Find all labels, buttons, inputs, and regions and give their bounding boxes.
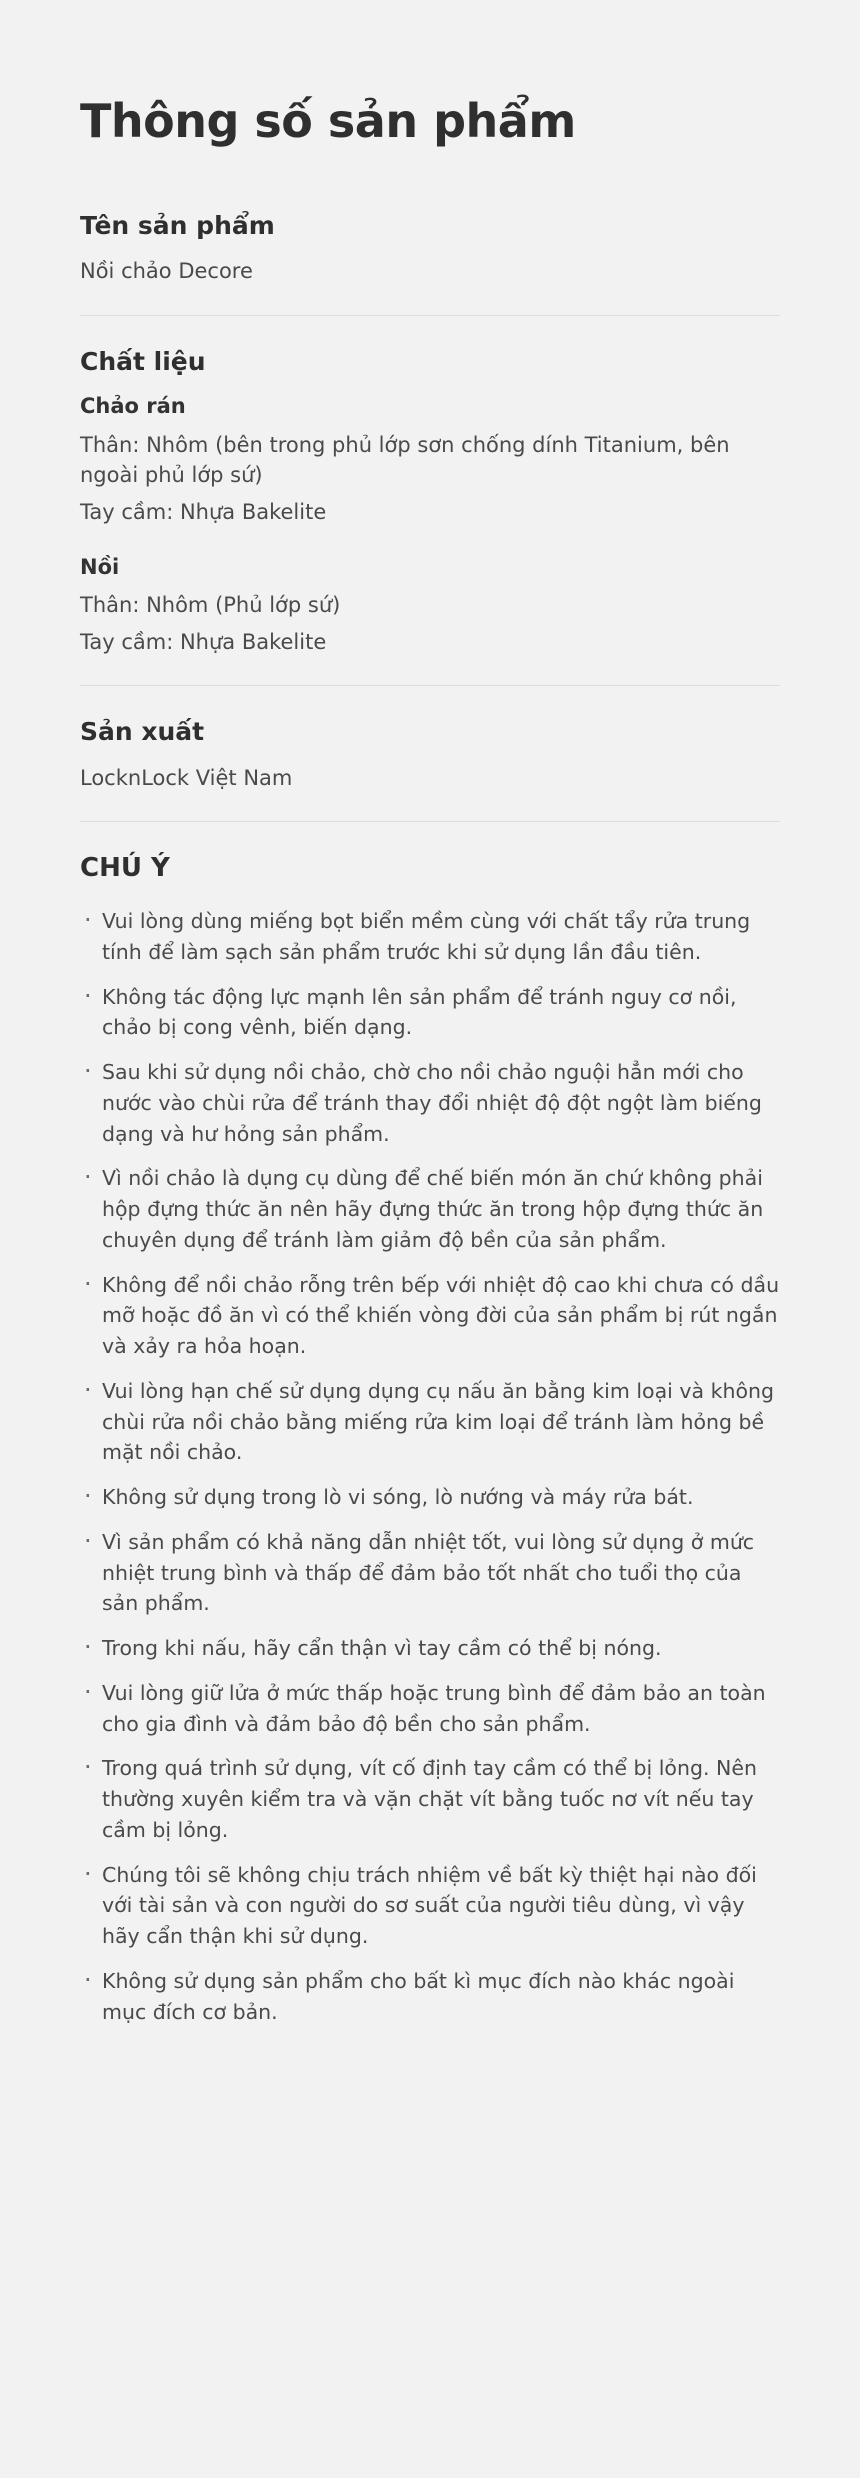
product-name-value: Nồi chảo Decore [80, 259, 253, 284]
list-item: · Vì sản phẩm có khả năng dẫn nhiệt tốt, vui lòng sử dụng ở mức nhiệt trung bình và thấp để đảm bảo tốt nhất cho tuổi thọ của sản phẩm. [80, 1527, 780, 1619]
material-group-pot [80, 553, 780, 657]
list-item: · Trong quá trình sử dụng, vít cố định tay cầm có thể bị lỏng. Nên thường xuyên kiểm tra và vặn chặt vít bằng tuốc nơ vít nếu tay cầm bị lỏng. [80, 1753, 780, 1845]
list-item: · Chúng tôi sẽ không chịu trách nhiệm về bất kỳ thiệt hại nào đối với tài sản và con người do sơ suất của người tiêu dùng, vì vậy hãy cẩn thận khi sử dụng. [80, 1860, 780, 1952]
frying-pan-handle-material: Tay cầm: Nhựa Bakelite [80, 499, 327, 524]
divider [80, 315, 780, 316]
sub-heading-frying-pan: Chảo rán [80, 394, 186, 419]
list-item: · Vui lòng giữ lửa ở mức thấp hoặc trung bình để đảm bảo an toàn cho gia đình và đảm bảo độ bền cho sản phẩm. [80, 1678, 780, 1740]
manufacturer-value: LocknLock Việt Nam [80, 765, 293, 790]
material-group-frying-pan [80, 392, 780, 527]
list-item: · Không để nồi chảo rỗng trên bếp với nhiệt độ cao khi chưa có dầu mỡ hoặc đồ ăn vì có thể khiến vòng đời của sản phẩm bị rút ngắn và xảy ra hỏa hoạn. [80, 1270, 780, 1362]
section-heading-product-name: Tên sản phẩm [80, 210, 275, 240]
list-item: · Vui lòng dùng miếng bọt biển mềm cùng với chất tẩy rửa trung tính để làm sạch sản phẩm trước khi sử dụng lần đầu tiên. [80, 906, 780, 968]
section-material [80, 346, 780, 657]
list-item: · Không tác động lực mạnh lên sản phẩm để tránh nguy cơ nồi, chảo bị cong vênh, biến dạng. [80, 982, 780, 1044]
pot-handle-material: Tay cầm: Nhựa Bakelite [80, 629, 327, 654]
section-heading-material: Chất liệu [80, 346, 206, 376]
list-item: · Vui lòng hạn chế sử dụng dụng cụ nấu ăn bằng kim loại và không chùi rửa nồi chảo bằng miếng rửa kim loại để tránh làm hỏng bề mặt nồi chảo. [80, 1376, 780, 1468]
list-item: · Không sử dụng sản phẩm cho bất kì mục đích nào khác ngoài mục đích cơ bản. [80, 1966, 780, 2028]
section-manufacturing [80, 716, 780, 793]
page-title: Thông số sản phẩm [80, 94, 576, 148]
section-heading-manufacturing: Sản xuất [80, 717, 205, 747]
divider [80, 685, 780, 686]
pot-body-material: Thân: Nhôm (Phủ lớp sứ) [80, 593, 341, 618]
list-item: · Sau khi sử dụng nồi chảo, chờ cho nồi chảo nguội hẳn mới cho nước vào chùi rửa để tránh thay đổi nhiệt độ đột ngột làm biếng dạng và hư hỏng sản phẩm. [80, 1057, 780, 1149]
section-notice [80, 852, 780, 2027]
frying-pan-body-material: Thân: Nhôm (bên trong phủ lớp sơn chống dính Titanium, bên ngoài phủ lớp sứ) [80, 432, 730, 488]
list-item: · Không sử dụng trong lò vi sóng, lò nướng và máy rửa bát. [80, 1482, 780, 1513]
list-item: · Vì nồi chảo là dụng cụ dùng để chế biến món ăn chứ không phải hộp đựng thức ăn nên hãy đựng thức ăn trong hộp đựng thức ăn chuyên dụng để tránh làm giảm độ bền của sản phẩm. [80, 1163, 780, 1255]
sub-heading-pot: Nồi [80, 555, 120, 580]
divider [80, 821, 780, 822]
section-product-name [80, 210, 780, 287]
list-item: · Trong khi nấu, hãy cẩn thận vì tay cầm có thể bị nóng. [80, 1633, 780, 1664]
section-heading-notice: CHÚ Ý [80, 853, 170, 884]
notice-list [80, 906, 780, 2027]
